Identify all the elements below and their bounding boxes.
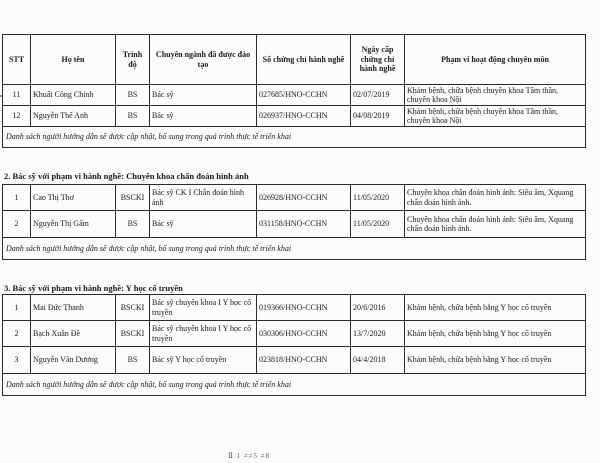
cell-stt: 2 [3,321,31,347]
cell-name: Nguyễn Thị Gấm [31,211,116,238]
cell-name: Nguyễn Thế Anh [31,106,116,127]
cell-stt: 1 [3,185,31,211]
header-stt: STT [3,35,31,85]
cell-stt: 1 [3,295,31,321]
header-scope: Phạm vi hoạt động chuyên môn [405,35,586,85]
cell-major: Bác sỹ [150,85,257,106]
table-imaging-doctors [2,184,586,260]
cell-scope: Khám bệnh, chữa bệnh bằng Y học cổ truyền [405,347,586,374]
cell-cert: 023818/HNO-CCHN [257,347,351,374]
header-cert: Số chứng chỉ hành nghề [257,35,351,85]
note-row [3,374,586,396]
cell-degree: BSCKI [116,185,150,211]
table-header-row [3,35,586,85]
section-heading: 3. Bác sỹ với phạm vi hành nghề: Y học cổ truyền [4,283,183,293]
cell-cert: 026928/HNO-CCHN [257,185,351,211]
table-row [3,321,586,347]
cell-scope: Khám bệnh, chữa bệnh bằng Y học cổ truyền [405,321,586,347]
cell-stt: 11 [3,85,31,106]
table-row [3,347,586,374]
header-issue-date: Ngày cấp chứng chỉ hành nghề [351,35,405,85]
cell-major: Bác sỹ chuyên khoa I Y học cổ truyền [150,295,257,321]
cell-name: Bạch Xuân Đề [31,321,116,347]
cell-major: Bác sỹ CK I Chẩn đoán hình ảnh [150,185,257,211]
cell-date: 20/6/2016 [351,295,405,321]
cell-name: Cao Thị Thơ [31,185,116,211]
cell-cert: 019366/HNO-CCHN [257,295,351,321]
cell-stt: 2 [3,211,31,238]
cell-date: 13/7/2020 [351,321,405,347]
table-row [3,106,586,127]
cell-degree: BSCKI [116,295,150,321]
cell-scope: Chuyên khoa chẩn đoán hình ảnh: Siêu âm, Xquang chẩn đoán hình ảnh. [405,211,586,238]
table-note: Danh sách người hướng dẫn sẽ được cập nhật, bổ sung trong quá trình thực tế triển khai [3,374,586,396]
header-name: Họ tên [31,35,116,85]
handwritten-page-mark: Ⅱ 1 ≠≠5 ≠8 [228,452,271,460]
cell-scope: Chuyên khoa chẩn đoán hình ảnh: Siêu âm, Xquang chẩn đoán hình ảnh. [405,185,586,211]
table-row [3,295,586,321]
cell-degree: BSCKI [116,321,150,347]
cell-date: 04/4/2018 [351,347,405,374]
table-note: Danh sách người hướng dẫn sẽ được cập nhật, bổ sung trong quá trình thực tế triển khai [3,238,586,260]
header-degree: Trình độ [116,35,150,85]
table-general-doctors [2,34,586,148]
cell-date: 11/05/2020 [351,211,405,238]
cell-name: Khuất Công Chính [31,85,116,106]
cell-major: Bác sỹ Y học cổ truyền [150,347,257,374]
cell-degree: BS [116,106,150,127]
table-row [3,185,586,211]
cell-major: Bác sỹ chuyên khoa I Y học cổ truyền [150,321,257,347]
cell-stt: 3 [3,347,31,374]
cell-cert: 026937/HNO-CCHN [257,106,351,127]
cell-date: 11/05/2020 [351,185,405,211]
note-row [3,127,586,148]
table-row [3,85,586,106]
cell-cert: 031158/HNO-CCHN [257,211,351,238]
cell-name: Mai Đức Thanh [31,295,116,321]
cell-cert: 030306/HNO-CCHN [257,321,351,347]
header-major: Chuyên ngành đã được đào tạo [150,35,257,85]
cell-scope: Khám bệnh, chữa bệnh bằng Y học cổ truyền [405,295,586,321]
cell-stt: 12 [3,106,31,127]
table-note: Danh sách người hướng dẫn sẽ được cập nhật, bổ sung trong quá trình thực tế triển khai [3,127,586,148]
cell-cert: 027685/HNO-CCHN [257,85,351,106]
cell-degree: BS [116,347,150,374]
cell-major: Bác sỹ [150,106,257,127]
table-row [3,211,586,238]
cell-date: 02/07/2019 [351,85,405,106]
cell-scope: Khám bệnh, chữa bệnh chuyên khoa Tâm thần, chuyên khoa Nội [405,106,586,127]
note-row [3,238,586,260]
cell-date: 04/08/2019 [351,106,405,127]
cell-major: Bác sỹ [150,211,257,238]
cell-degree: BS [116,85,150,106]
table-traditional-medicine-doctors [2,294,586,396]
cell-scope: Khám bệnh, chữa bệnh chuyên khoa Tâm thần, chuyên khoa Nội [405,85,586,106]
cell-degree: BS [116,211,150,238]
cell-name: Nguyễn Văn Dương [31,347,116,374]
section-heading: 2. Bác sỹ với phạm vi hành nghề: Chuyên khoa chẩn đoán hình ảnh [4,171,249,181]
